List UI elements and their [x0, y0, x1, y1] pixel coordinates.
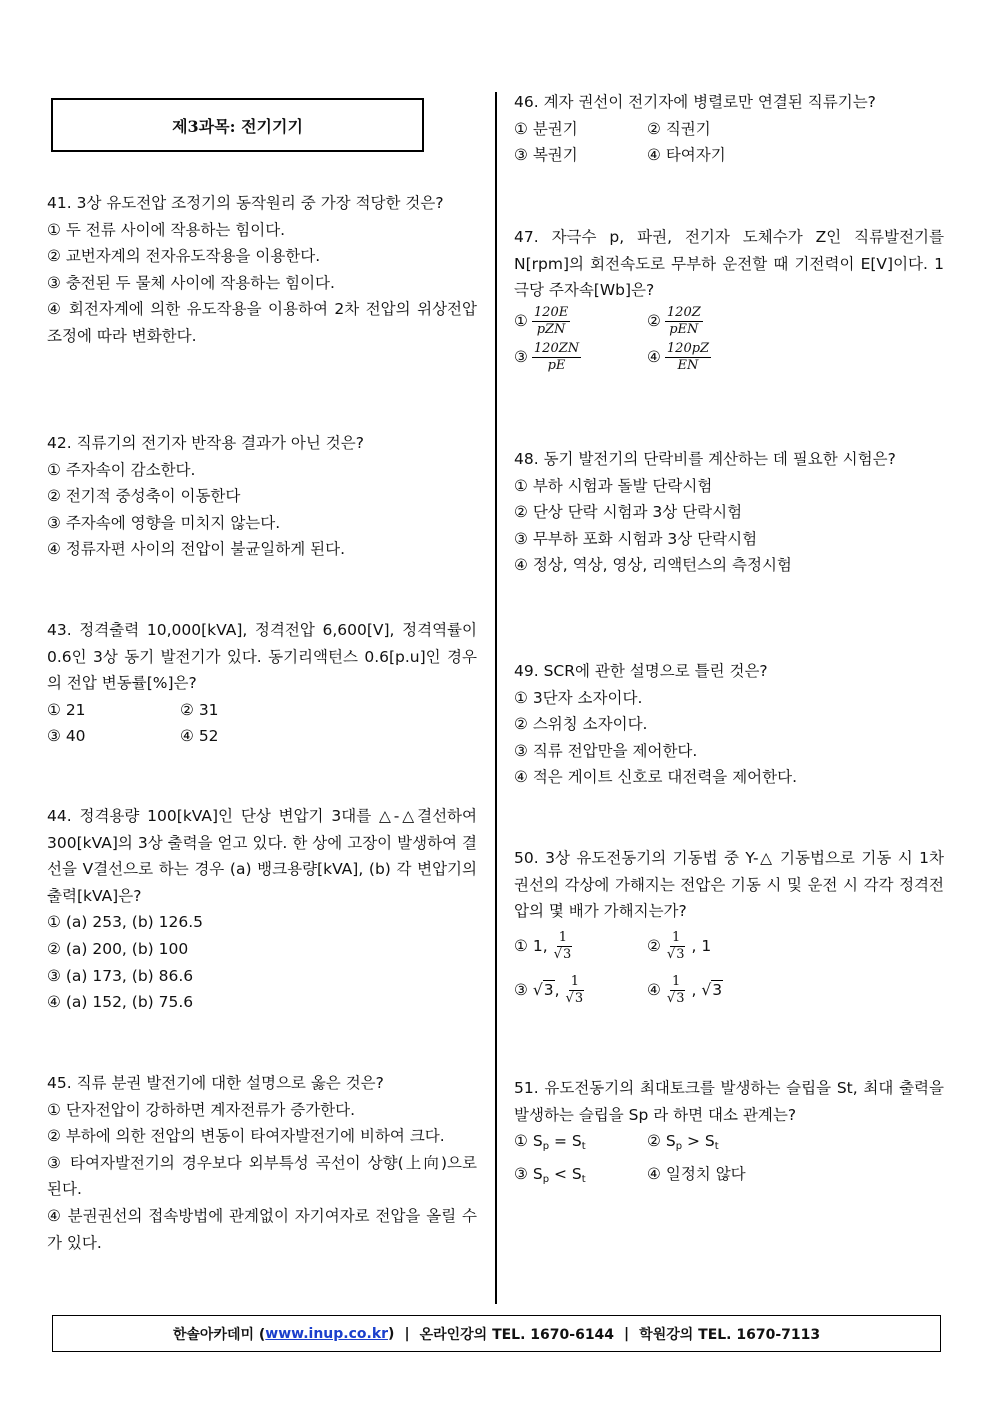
- option-3[interactable]: [514, 974, 647, 1007]
- option-mark: ④: [647, 348, 661, 367]
- footer-bar: [52, 1315, 941, 1352]
- option-mark: ③: [514, 348, 528, 367]
- question-42: [47, 430, 477, 563]
- numerator: 120Z: [666, 305, 701, 321]
- fraction: [532, 305, 570, 338]
- option-2[interactable]: [647, 930, 780, 963]
- option-1[interactable]: [514, 930, 647, 963]
- option-4[interactable]: ④ 적은 게이트 신호로 대전력을 제어한다.: [514, 768, 798, 787]
- footer-separator: |: [624, 1325, 630, 1342]
- numerator: 1: [672, 974, 681, 990]
- option-3[interactable]: ③ 무부하 포화 시험과 3상 단락시험: [514, 529, 758, 548]
- footer-paren: ): [388, 1325, 395, 1342]
- fraction: [665, 930, 688, 963]
- fraction: [665, 974, 688, 1007]
- option-3[interactable]: ③ 주자속에 영향을 미치지 않는다.: [47, 513, 281, 532]
- fraction: [564, 974, 587, 1007]
- option-1[interactable]: ① 두 전류 사이에 작용하는 힘이다.: [47, 220, 286, 239]
- column-divider: [495, 92, 497, 1304]
- option-3[interactable]: ③ 타여자발전기의 경우보다 외부특성 곡선이 상향(上向)으로 된다.: [47, 1153, 477, 1199]
- subject-title: 제3과목: 전기기기: [51, 98, 424, 152]
- question-41: [47, 190, 477, 350]
- question-stem: 46. 계자 권선이 전기자에 병렬로만 연결된 직류기는?: [514, 93, 876, 111]
- question-47: [514, 224, 944, 376]
- question-48: [514, 446, 944, 579]
- sqrt-three: √3: [701, 981, 723, 1000]
- option-row: [514, 1128, 944, 1161]
- comma: ,: [691, 937, 697, 956]
- option-3[interactable]: [514, 341, 647, 374]
- comma: ,: [542, 937, 548, 956]
- option-mark: ②: [647, 312, 661, 331]
- option-2[interactable]: ② 교번자계의 전자유도작용을 이용한다.: [47, 247, 321, 266]
- option-3[interactable]: ③ (a) 173, (b) 86.6: [47, 966, 194, 985]
- fraction: [552, 930, 575, 963]
- one: 1: [701, 937, 712, 956]
- option-4[interactable]: ④ (a) 152, (b) 75.6: [47, 993, 194, 1012]
- option-2[interactable]: [647, 305, 780, 338]
- question-51: [514, 1075, 944, 1193]
- option-row: [514, 969, 944, 1013]
- option-1[interactable]: ① 단자전압이 강하하면 계자전류가 증가한다.: [47, 1100, 356, 1119]
- footer-academy: 한솔아카데미 (: [172, 1326, 266, 1343]
- question-49: [514, 658, 944, 791]
- option-mark: ③: [514, 981, 528, 1000]
- option-1[interactable]: ① (a) 253, (b) 126.5: [47, 913, 204, 932]
- option-3[interactable]: ③ 40: [47, 727, 86, 746]
- fraction: [532, 341, 581, 374]
- denominator: pE: [547, 358, 566, 374]
- question-stem: 47. 자극수 p, 파권, 전기자 도체수가 Z인 직류발전기를 N[rpm]의 회전속도로 무부하 운전할 때 기전력이 E[V]이다. 1극당 주자속[Wb]은?: [514, 228, 944, 300]
- option-4[interactable]: ④ 분권권선의 접속방법에 관계없이 자기여자로 전압을 올릴 수가 있다.: [47, 1206, 477, 1252]
- comma: ,: [554, 981, 560, 1000]
- denominator: pZN: [536, 322, 566, 338]
- option-4[interactable]: [647, 974, 780, 1007]
- question-43: [47, 617, 477, 750]
- footer-online-tel: 온라인강의 TEL. 1670-6144: [419, 1326, 615, 1343]
- question-stem: 45. 직류 분권 발전기에 대한 설명으로 옳은 것은?: [47, 1074, 384, 1092]
- question-45: [47, 1070, 477, 1256]
- comma: ,: [691, 981, 697, 1000]
- sqrt-three: √3: [666, 991, 685, 1007]
- option-4[interactable]: ④ 52: [180, 727, 219, 746]
- numerator: 1: [672, 930, 681, 946]
- option-1[interactable]: ① $S_p = S_t$: [514, 1132, 586, 1153]
- option-row: [514, 116, 944, 143]
- question-stem: 41. 3상 유도전압 조정기의 동작원리 중 가장 적당한 것은?: [47, 194, 444, 212]
- option-4[interactable]: ④ 정류자편 사이의 전압이 불균일하게 된다.: [47, 540, 345, 559]
- numerator: 120ZN: [533, 341, 580, 357]
- option-row: [514, 142, 944, 169]
- option-4[interactable]: ④ 회전자계에 의한 유도작용을 이용하여 2차 전압의 위상전압 조정에 따라 변화한다.: [47, 300, 477, 345]
- option-row: [514, 1161, 944, 1194]
- question-44: [47, 803, 477, 1016]
- question-stem: 51. 유도전동기의 최대토크를 발생하는 슬립을 St, 최대 출력을 발생하는 슬립을 Sp 라 하면 대소 관계는?: [514, 1079, 944, 1124]
- question-46: [514, 89, 944, 169]
- sqrt-three: √3: [565, 991, 584, 1007]
- sqrt-three: √3: [666, 947, 685, 963]
- option-row: [514, 925, 944, 969]
- option-row: [47, 697, 477, 724]
- fraction: [665, 341, 711, 374]
- question-stem: 48. 동기 발전기의 단락비를 계산하는 데 필요한 시험은?: [514, 450, 896, 468]
- option-2[interactable]: ② $S_p > S_t$: [647, 1132, 719, 1153]
- denominator: [665, 947, 688, 963]
- option-2[interactable]: ② 전기적 중성축이 이동한다: [47, 487, 241, 506]
- option-1[interactable]: ① 21: [47, 700, 86, 719]
- option-2[interactable]: ② 31: [180, 700, 219, 719]
- option-1[interactable]: ① 분권기: [514, 119, 578, 138]
- numerator: 1: [570, 974, 579, 990]
- option-3[interactable]: ③ 충전된 두 물체 사이에 작용하는 힘이다.: [47, 273, 335, 292]
- option-4[interactable]: ④ 일정치 않다: [647, 1164, 746, 1183]
- option-mark: ②: [647, 937, 661, 956]
- denominator: pEN: [669, 322, 699, 338]
- option-2[interactable]: ② (a) 200, (b) 100: [47, 939, 189, 958]
- numerator: 1: [558, 930, 568, 946]
- question-stem: 42. 직류기의 전기자 반작용 결과가 아닌 것은?: [47, 434, 364, 452]
- fraction: [665, 305, 703, 338]
- option-row: [514, 304, 944, 340]
- question-stem: 43. 정격출력 10,000[kVA], 정격전압 6,600[V], 정격역률이 0.6인 3상 동기 발전기가 있다. 동기리액턴스 0.6[p.u]인 경우의 전압 변동률[%]은?: [47, 621, 477, 693]
- one: 1: [532, 937, 543, 956]
- option-1[interactable]: [514, 305, 647, 338]
- option-4[interactable]: [647, 341, 780, 374]
- option-mark: ①: [514, 937, 528, 956]
- question-stem: 44. 정격용량 100[kVA]인 단상 변압기 3대를 △-△결선하여 300[kVA]의 3상 출력을 얻고 있다. 한 상에 고장이 발생하여 결선을 V결선으로 하는 경우 (a) 뱅크용량[kVA], (b) 각 변압기의 출력[kVA]은?: [47, 807, 477, 905]
- option-2[interactable]: ② 단상 단락 시험과 3상 단락시험: [514, 503, 743, 522]
- option-3[interactable]: ③ 복권기: [514, 146, 578, 165]
- option-1[interactable]: ① 부하 시험과 돌발 단락시험: [514, 476, 713, 495]
- question-50: [514, 845, 944, 1013]
- option-3[interactable]: ③ 직류 전압만을 제어한다.: [514, 741, 698, 760]
- option-1[interactable]: ① 주자속이 감소한다.: [47, 460, 196, 479]
- denominator: [665, 991, 688, 1007]
- numerator: 120pZ: [666, 341, 710, 357]
- footer-website-link[interactable]: www.inup.co.kr: [265, 1325, 389, 1342]
- sqrt-three: √3: [553, 947, 572, 963]
- option-2[interactable]: ② 직권기: [647, 119, 711, 138]
- footer-separator: |: [404, 1325, 410, 1342]
- denominator: [564, 991, 587, 1007]
- denominator: EN: [677, 358, 699, 374]
- footer-offline-tel: 학원강의 TEL. 1670-7113: [639, 1326, 821, 1343]
- option-mark: ④: [647, 981, 661, 1000]
- question-stem: 49. SCR에 관한 설명으로 틀린 것은?: [514, 662, 768, 680]
- option-4[interactable]: ④ 타여자기: [647, 146, 726, 165]
- option-1[interactable]: ① 3단자 소자이다.: [514, 688, 643, 707]
- denominator: [552, 947, 575, 963]
- option-2[interactable]: ② 스위칭 소자이다.: [514, 715, 648, 734]
- option-3[interactable]: ③ $S_p < S_t$: [514, 1164, 586, 1185]
- option-2[interactable]: ② 부하에 의한 전압의 변동이 타여자발전기에 비하여 크다.: [47, 1127, 445, 1146]
- option-row: [514, 340, 944, 376]
- option-4[interactable]: ④ 정상, 역상, 영상, 리액턴스의 측정시험: [514, 556, 792, 575]
- option-mark: ①: [514, 312, 528, 331]
- sqrt-three: √3: [532, 981, 554, 1000]
- option-row: [47, 723, 477, 750]
- question-stem: 50. 3상 유도전동기의 기동법 중 Y-△ 기동법으로 기동 시 1차 권선의 각상에 가해지는 전압은 기동 시 및 운전 시 각각 정격전압의 몇 배가 가해지는가?: [514, 849, 944, 921]
- numerator: 120E: [533, 305, 569, 321]
